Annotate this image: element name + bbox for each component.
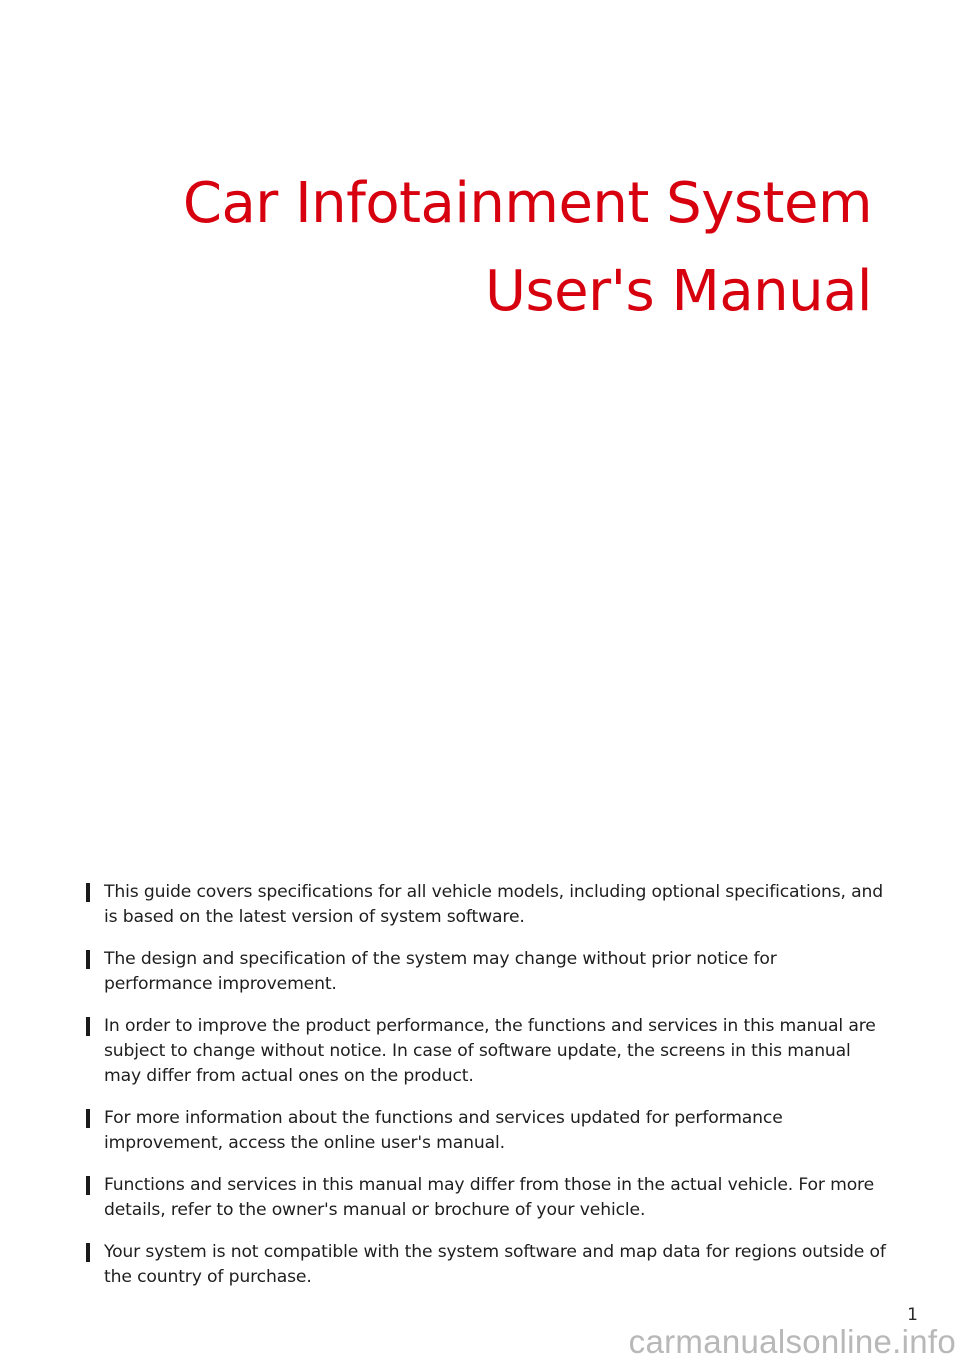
notice-text: This guide covers specifications for all vehicle models, including optional specifications, and is based on the latest version of system software. bbox=[104, 882, 884, 927]
bullet-bar-icon bbox=[86, 1109, 90, 1128]
notice-item bbox=[86, 1014, 886, 1089]
notice-item bbox=[86, 1173, 886, 1223]
notice-text: The design and specification of the system may change without prior notice for performance improvement. bbox=[104, 949, 777, 994]
notice-list bbox=[86, 880, 886, 1307]
notice-text: Your system is not compatible with the system software and map data for regions outside of the country of purchase. bbox=[104, 1242, 886, 1287]
page-number: 1 bbox=[907, 1305, 918, 1325]
notice-item bbox=[86, 947, 886, 997]
notice-text: Functions and services in this manual may differ from those in the actual vehicle. For more details, refer to the owner's manual or brochure of your vehicle. bbox=[104, 1175, 875, 1220]
bullet-bar-icon bbox=[86, 1176, 90, 1195]
notice-item bbox=[86, 1240, 886, 1290]
notice-item bbox=[86, 1106, 886, 1156]
title-line-2: User's Manual bbox=[484, 259, 872, 324]
title-line-1: Car Infotainment System bbox=[182, 171, 872, 236]
manual-title bbox=[72, 160, 872, 336]
notice-item bbox=[86, 880, 886, 930]
bullet-bar-icon bbox=[86, 1243, 90, 1262]
notice-text: For more information about the functions and services updated for performance improvement, access the online user's manual. bbox=[104, 1108, 783, 1153]
bullet-bar-icon bbox=[86, 883, 90, 902]
bullet-bar-icon bbox=[86, 950, 90, 969]
watermark: carmanualsonline.info bbox=[628, 1323, 956, 1360]
bullet-bar-icon bbox=[86, 1017, 90, 1036]
notice-text: In order to improve the product performance, the functions and services in this manual are subject to change without notice. In case of software update, the screens in this manual may differ from actual ones on the product. bbox=[104, 1016, 876, 1086]
